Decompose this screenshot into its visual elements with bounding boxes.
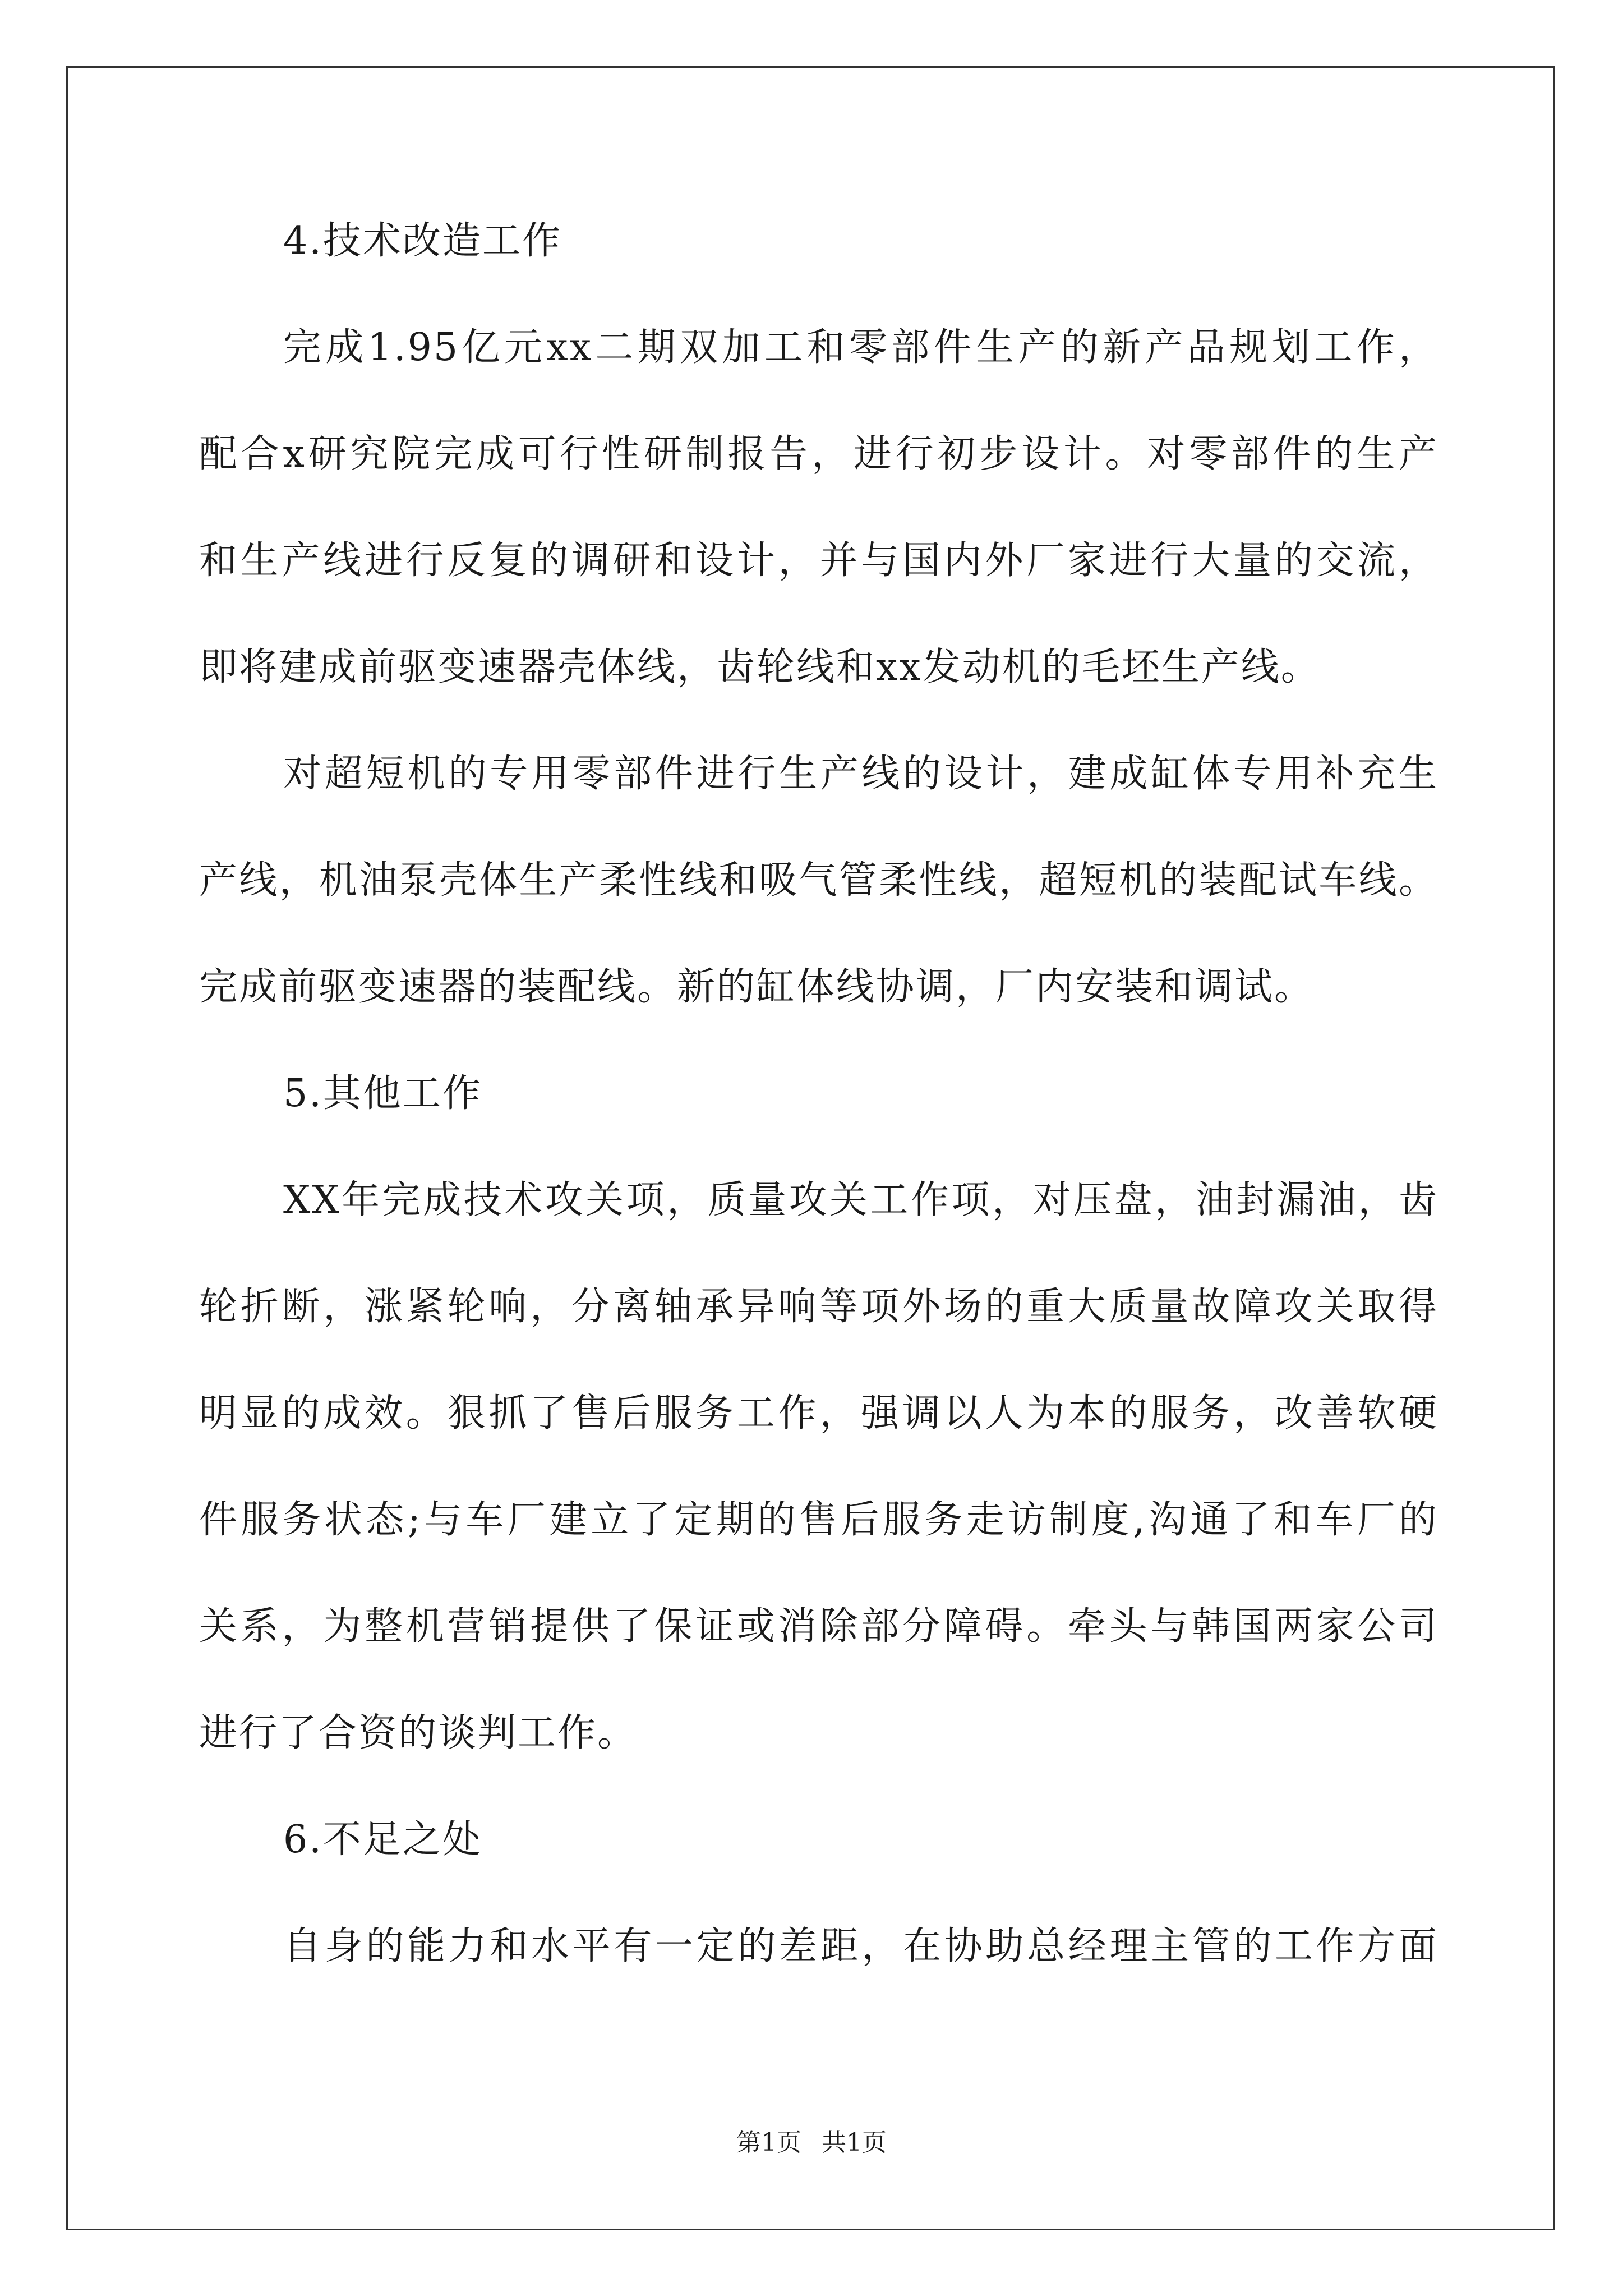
paragraph-line: 自身的能力和水平有一定的差距，在协助总经理主管的工作方面: [283, 1924, 1438, 1968]
paragraph-line: 配合x研究院完成可行性研制报告，进行初步设计。对零部件的生产: [199, 432, 1438, 476]
paragraph-line: XX年完成技术攻关项，质量攻关工作项，对压盘，油封漏油，齿: [283, 1178, 1438, 1222]
document-body: [199, 208, 1438, 2019]
section-heading: 6.不足之处: [283, 1818, 482, 1862]
page-total: 共1页: [822, 2128, 887, 2157]
paragraph-line: 关系，为整机营销提供了保证或消除部分障碍。牵头与韩国两家公司: [199, 1604, 1438, 1649]
paragraph-line: 件服务状态;与车厂建立了定期的售后服务走访制度,沟通了和车厂的: [199, 1498, 1438, 1542]
paragraph-line: 轮折断，涨紧轮响，分离轴承异响等项外场的重大质量故障攻关取得: [199, 1285, 1438, 1329]
paragraph-line: 产线，机油泵壳体生产柔性线和吸气管柔性线，超短机的装配试车线。: [199, 858, 1438, 903]
page-number: 第1页: [736, 2128, 801, 2157]
paragraph-line: 完成前驱变速器的装配线。新的缸体线协调，厂内安装和调试。: [199, 965, 1315, 1009]
paragraph-line: 完成1.95亿元xx二期双加工和零部件生产的新产品规划工作，: [283, 325, 1438, 370]
paragraph-line: 进行了合资的谈判工作。: [199, 1711, 638, 1755]
section-heading: 4.技术改造工作: [283, 219, 562, 263]
paragraph-line: 和生产线进行反复的调研和设计，并与国内外厂家进行大量的交流，: [199, 539, 1438, 583]
section-heading: 5.其他工作: [283, 1071, 482, 1116]
paragraph-line: 对超短机的专用零部件进行生产线的设计，建成缸体专用补充生: [283, 752, 1438, 796]
paragraph-line: 即将建成前驱变速器壳体线，齿轮线和xx发动机的毛坯生产线。: [199, 645, 1321, 689]
page-footer: [0, 2126, 1623, 2160]
paragraph-line: 明显的成效。狠抓了售后服务工作，强调以人为本的服务，改善软硬: [199, 1391, 1438, 1435]
